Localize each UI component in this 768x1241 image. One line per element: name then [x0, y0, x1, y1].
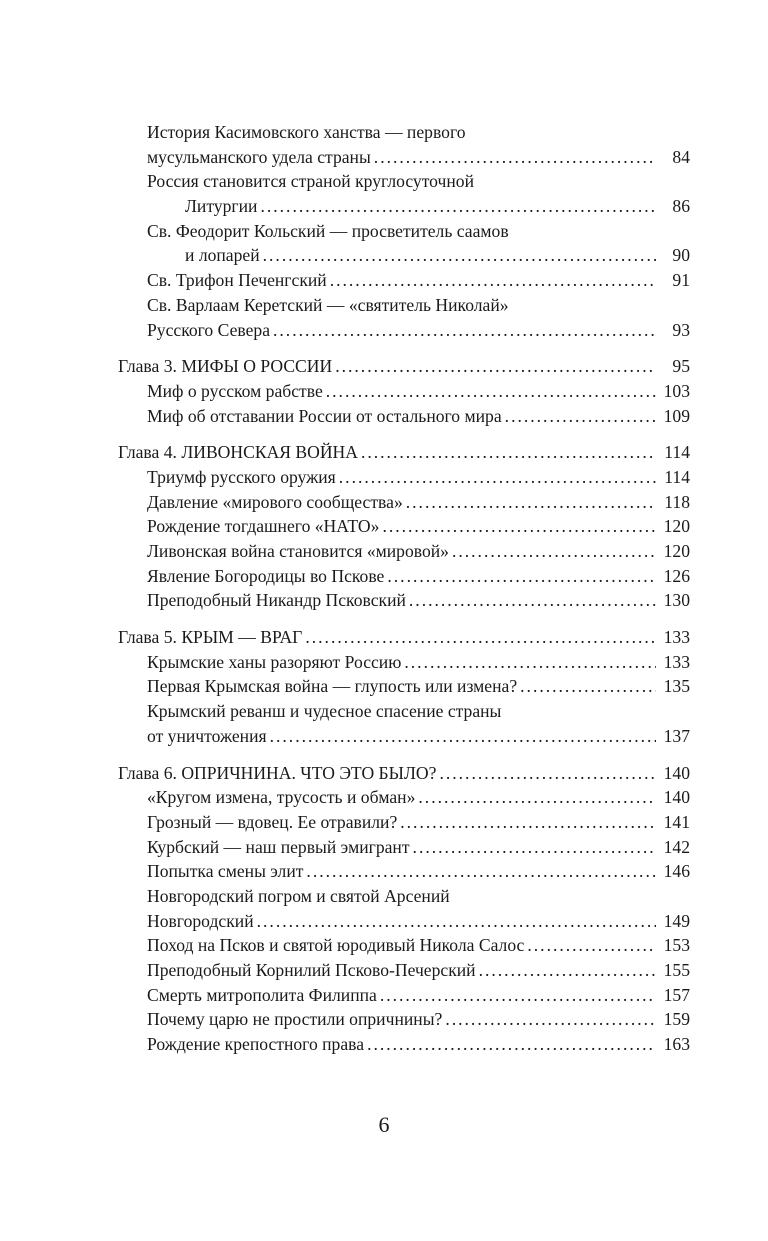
toc-entry-title: Попытка смены элит [147, 861, 304, 882]
toc-entry-title: Глава 5. КРЫМ — ВРАГ [118, 627, 303, 648]
section-gap [118, 613, 690, 625]
dot-leader [335, 354, 656, 379]
toc-entry-title: Крымские ханы разоряют Россию [147, 651, 402, 672]
toc-entry[interactable] [118, 1032, 690, 1057]
dot-leader [374, 145, 656, 170]
toc-page-number: 146 [663, 861, 690, 882]
toc-entry[interactable] [118, 465, 690, 490]
toc-entry-title: Св. Трифон Печенгский [147, 270, 327, 291]
dot-leader [260, 194, 656, 219]
toc-entry[interactable] [118, 379, 690, 404]
toc-page-number: 84 [672, 146, 690, 167]
toc-entry-title-line: Св. Феодорит Кольский — просветитель саамов [147, 220, 509, 241]
toc-page-number: 126 [663, 565, 690, 586]
toc-entry-title: Рождение крепостного права [147, 1034, 365, 1055]
dot-leader [387, 564, 656, 589]
dot-leader [400, 810, 656, 835]
toc-entry-title-line: Россия становится страной круглосуточной [147, 171, 475, 192]
toc-entry-title: «Кругом измена, трусость и обман» [147, 787, 416, 808]
toc-entry[interactable] [118, 1007, 690, 1032]
toc-entry[interactable] [118, 761, 690, 786]
dot-leader [527, 933, 656, 958]
toc-entry[interactable] [118, 650, 690, 675]
dot-leader [330, 268, 656, 293]
toc-entry[interactable] [118, 625, 690, 650]
toc-entry-title: Курбский — наш первый эмигрант [147, 836, 410, 857]
toc-entry-title: Грозный — вдовец. Ее отравили? [147, 811, 398, 832]
toc-page-number: 103 [663, 380, 690, 401]
section-gap [118, 342, 690, 354]
toc-entry-title: Глава 3. МИФЫ О РОССИИ [118, 356, 333, 377]
dot-leader [380, 983, 656, 1008]
toc-page-number: 155 [663, 960, 690, 980]
dot-leader [382, 514, 656, 539]
toc-entry[interactable] [118, 835, 690, 860]
toc-entry-title: мусульманского удела страны [147, 146, 371, 167]
table-of-contents [118, 120, 690, 1057]
toc-entry[interactable] [118, 490, 690, 515]
toc-entry[interactable] [118, 354, 690, 379]
toc-entry[interactable] [118, 145, 690, 170]
toc-entry-title: Почему царю не простили опричнины? [147, 1009, 443, 1030]
toc-page-number: 142 [663, 836, 690, 857]
dot-leader [367, 1032, 656, 1057]
toc-entry[interactable] [118, 810, 690, 835]
toc-entry[interactable] [118, 243, 690, 268]
toc-entry-title: Миф о русском рабстве [147, 380, 323, 401]
dot-leader [452, 539, 656, 564]
toc-page-number: 120 [663, 516, 690, 537]
dot-leader [361, 440, 656, 465]
dot-leader [439, 761, 656, 786]
dot-leader [406, 490, 656, 515]
toc-entry-title-line: История Касимовского ханства — первого [147, 122, 466, 142]
dot-leader [270, 724, 656, 749]
toc-entry-title: Русского Севера [147, 319, 271, 340]
toc-page-number: 91 [672, 270, 690, 291]
section-gap [118, 749, 690, 761]
toc-entry[interactable] [118, 909, 690, 934]
dot-leader [339, 465, 656, 490]
dot-leader [445, 1007, 656, 1032]
toc-entry-title: и лопарей [185, 245, 260, 266]
toc-page-number: 118 [664, 491, 690, 512]
page-number: 6 [378, 1112, 390, 1137]
toc-entry-title-line: Св. Варлаам Керетский — «святитель Николай» [147, 294, 509, 315]
toc-page-number: 95 [672, 356, 690, 377]
toc-page-number: 130 [663, 590, 690, 611]
toc-entry[interactable] [118, 514, 690, 539]
toc-entry[interactable] [118, 588, 690, 613]
toc-entry-title: Миф об отставании России от остального мира [147, 405, 502, 426]
toc-page-number: 135 [663, 676, 690, 697]
toc-page-number: 133 [663, 627, 690, 648]
toc-entry[interactable] [118, 859, 690, 884]
toc-page-number: 93 [672, 319, 690, 340]
dot-leader [505, 404, 656, 429]
toc-page-number: 141 [663, 811, 690, 832]
toc-page-number: 120 [663, 541, 690, 561]
toc-page-number: 140 [663, 762, 690, 783]
toc-entry-title: от уничтожения [147, 725, 267, 746]
toc-entry-title: Поход на Псков и святой юродивый Никола Салос [147, 935, 525, 956]
toc-page-number: 90 [672, 245, 690, 266]
toc-entry[interactable] [118, 564, 690, 589]
toc-entry[interactable] [118, 674, 690, 699]
toc-entry[interactable] [118, 404, 690, 429]
dot-leader [404, 650, 656, 675]
dot-leader [418, 785, 656, 810]
dot-leader [520, 674, 656, 699]
toc-page-number: 137 [663, 725, 690, 746]
toc-page-number: 149 [663, 910, 690, 931]
toc-page-number: 114 [664, 442, 690, 463]
dot-leader [413, 835, 656, 860]
toc-entry-title: Глава 6. ОПРИЧНИНА. ЧТО ЭТО БЫЛО? [118, 762, 437, 783]
toc-entry-title-line: Новгородский погром и святой Арсений [147, 885, 450, 906]
dot-leader [305, 625, 656, 650]
toc-entry[interactable] [118, 958, 690, 983]
toc-entry[interactable] [118, 440, 690, 465]
toc-entry-title: Первая Крымская война — глупость или измена? [147, 676, 518, 697]
toc-entry-title: Глава 4. ЛИВОНСКАЯ ВОЙНА [118, 442, 358, 463]
toc-entry-title: Ливонская война становится «мировой» [147, 541, 449, 561]
toc-entry-title-line: Крымский реванш и чудесное спасение страны [147, 701, 502, 722]
toc-page-number: 153 [663, 935, 690, 956]
dot-leader [273, 318, 656, 343]
dot-leader [257, 909, 656, 934]
toc-entry-title: Триумф русского оружия [147, 466, 336, 487]
dot-leader [306, 859, 656, 884]
toc-entry[interactable] [118, 194, 690, 219]
toc-page-number: 159 [663, 1009, 690, 1030]
toc-page-number: 114 [664, 466, 690, 487]
toc-entry-title: Смерть митрополита Филиппа [147, 984, 377, 1005]
toc-page-number: 109 [663, 405, 690, 426]
toc-entry-title: Преподобный Корнилий Псково-Печерский [147, 960, 476, 980]
toc-page-number: 86 [672, 196, 690, 217]
toc-page-number: 157 [663, 984, 690, 1005]
toc-entry[interactable] [118, 539, 690, 564]
dot-leader [263, 243, 656, 268]
toc-page-number: 163 [663, 1034, 690, 1055]
dot-leader [326, 379, 656, 404]
toc-entry[interactable] [118, 318, 690, 343]
dot-leader [409, 588, 656, 613]
toc-entry-title: Рождение тогдашнего «НАТО» [147, 516, 380, 537]
toc-entry[interactable] [118, 724, 690, 749]
toc-entry[interactable] [118, 933, 690, 958]
toc-entry[interactable] [118, 785, 690, 810]
toc-entry-title: Давление «мирового сообщества» [147, 491, 403, 512]
toc-entry-title: Преподобный Никандр Псковский [147, 590, 406, 611]
section-gap [118, 428, 690, 440]
dot-leader [479, 958, 656, 983]
toc-entry-title: Литургии [185, 196, 258, 217]
toc-page-number: 133 [663, 651, 690, 672]
toc-entry[interactable] [118, 983, 690, 1008]
toc-entry-title: Явление Богородицы во Пскове [147, 565, 385, 586]
toc-page-number: 140 [663, 787, 690, 808]
toc-entry[interactable] [118, 268, 690, 293]
toc-entry-title: Новгородский [147, 910, 254, 931]
